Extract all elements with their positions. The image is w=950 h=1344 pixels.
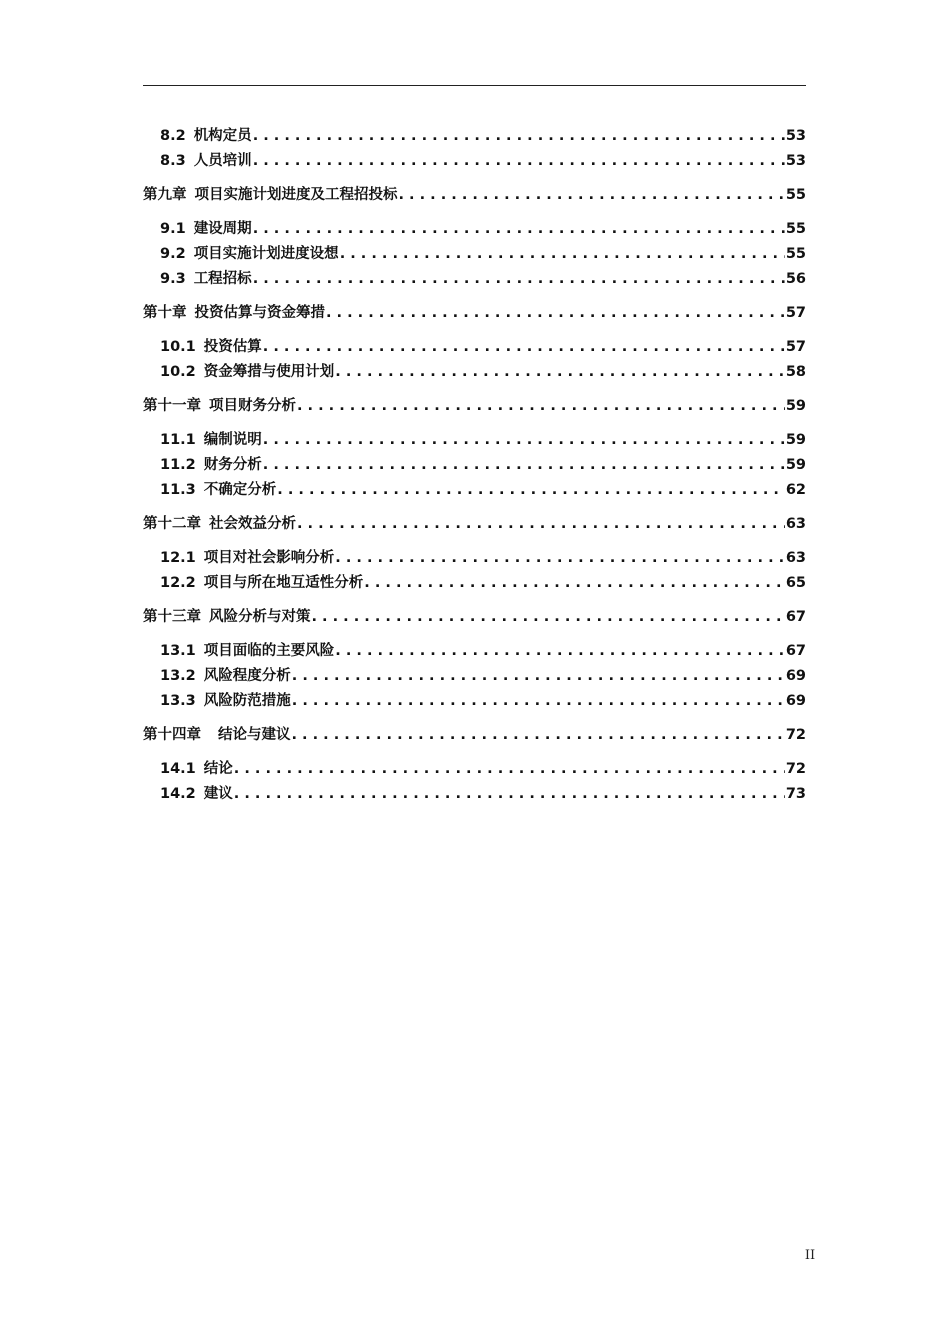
toc-entry-title: 机构定员 <box>193 128 252 144</box>
toc-entry-page: 56 <box>785 271 806 287</box>
toc-entry-page: 67 <box>785 643 806 659</box>
toc-entry-number: 10.2 <box>160 364 196 380</box>
toc-entry-page: 57 <box>785 339 806 355</box>
toc-entry-page: 67 <box>785 609 806 625</box>
toc-entry-number: 10.1 <box>160 339 196 355</box>
toc-entry-title: 财务分析 <box>203 457 262 473</box>
toc-entry-page: 57 <box>785 305 806 321</box>
dot-leader <box>253 124 785 149</box>
dot-leader <box>263 453 785 478</box>
toc-entry-number: 第十三章 <box>143 609 201 625</box>
dot-leader <box>263 335 785 360</box>
toc-entry[interactable] <box>143 149 806 174</box>
toc-chapter-entry[interactable] <box>143 301 806 326</box>
toc-entry-page: 72 <box>785 761 806 777</box>
toc-entry[interactable] <box>143 571 806 596</box>
toc-entry-title: 项目实施计划进度设想 <box>193 246 339 262</box>
toc-entry-title: 风险分析与对策 <box>209 609 311 625</box>
toc-entry-title: 建设周期 <box>193 221 252 237</box>
toc-entry[interactable] <box>143 453 806 478</box>
toc-entry[interactable] <box>143 267 806 292</box>
dot-leader <box>234 782 785 807</box>
toc-entry-number: 14.1 <box>160 761 196 777</box>
toc-entry-page: 53 <box>785 153 806 169</box>
dot-leader <box>340 242 785 267</box>
toc-entry[interactable] <box>143 335 806 360</box>
toc-chapter-entry[interactable] <box>143 723 806 748</box>
toc-entry-title: 建议 <box>203 786 233 802</box>
dot-leader <box>292 689 785 714</box>
dot-leader <box>297 512 785 537</box>
toc-entry[interactable] <box>143 428 806 453</box>
toc-chapter-entry[interactable] <box>143 512 806 537</box>
toc-entry-number: 第十一章 <box>143 398 201 414</box>
toc-entry[interactable] <box>143 546 806 571</box>
toc-entry[interactable] <box>143 664 806 689</box>
toc-entry[interactable] <box>143 360 806 385</box>
toc-entry[interactable] <box>143 639 806 664</box>
toc-entry[interactable] <box>143 242 806 267</box>
dot-leader <box>253 217 785 242</box>
toc-entry-page: 73 <box>785 786 806 802</box>
toc-entry-title: 风险防范措施 <box>203 693 291 709</box>
toc-entry-number: 第九章 <box>143 187 187 203</box>
toc-entry-title: 投资估算 <box>203 339 262 355</box>
toc-entry[interactable] <box>143 124 806 149</box>
dot-leader <box>399 183 785 208</box>
dot-leader <box>253 149 785 174</box>
toc-entry-number: 11.3 <box>160 482 196 498</box>
table-of-contents <box>143 124 806 807</box>
header-rule <box>143 85 806 86</box>
toc-entry-page: 55 <box>785 187 806 203</box>
dot-leader <box>326 301 785 326</box>
toc-entry-number: 第十二章 <box>143 516 201 532</box>
toc-entry-title: 项目实施计划进度及工程招投标 <box>194 187 398 203</box>
dot-leader <box>292 723 785 748</box>
page-number: II <box>804 1248 816 1263</box>
toc-entry-page: 63 <box>785 550 806 566</box>
toc-entry-page: 62 <box>785 482 806 498</box>
toc-entry-page: 72 <box>785 727 806 743</box>
toc-entry-page: 65 <box>785 575 806 591</box>
toc-entry-page: 69 <box>785 668 806 684</box>
toc-entry-number: 13.2 <box>160 668 196 684</box>
toc-entry-page: 58 <box>785 364 806 380</box>
toc-entry-title: 人员培训 <box>193 153 252 169</box>
toc-entry-number: 12.2 <box>160 575 196 591</box>
dot-leader <box>277 478 785 503</box>
toc-entry-page: 55 <box>785 221 806 237</box>
toc-entry[interactable] <box>143 478 806 503</box>
dot-leader <box>312 605 785 630</box>
toc-entry[interactable] <box>143 217 806 242</box>
dot-leader <box>335 360 785 385</box>
toc-chapter-entry[interactable] <box>143 183 806 208</box>
toc-entry-title: 工程招标 <box>193 271 252 287</box>
toc-entry-number: 8.2 <box>160 128 186 144</box>
dot-leader <box>253 267 785 292</box>
toc-entry-page: 63 <box>785 516 806 532</box>
toc-entry-number: 14.2 <box>160 786 196 802</box>
toc-entry-title: 结论与建议 <box>218 727 291 743</box>
toc-entry-title: 项目与所在地互适性分析 <box>203 575 364 591</box>
toc-entry-title: 投资估算与资金筹措 <box>194 305 325 321</box>
toc-entry[interactable] <box>143 689 806 714</box>
toc-entry-number: 12.1 <box>160 550 196 566</box>
toc-entry-title: 社会效益分析 <box>209 516 296 532</box>
toc-entry-number: 11.2 <box>160 457 196 473</box>
dot-leader <box>335 639 785 664</box>
toc-entry[interactable] <box>143 757 806 782</box>
toc-entry-title: 项目对社会影响分析 <box>203 550 335 566</box>
dot-leader <box>263 428 785 453</box>
toc-entry-number: 8.3 <box>160 153 186 169</box>
toc-entry-number: 第十四章 <box>143 727 201 743</box>
toc-entry-title: 项目财务分析 <box>209 398 296 414</box>
toc-entry-title: 资金筹措与使用计划 <box>203 364 335 380</box>
toc-entry-page: 59 <box>785 457 806 473</box>
toc-chapter-entry[interactable] <box>143 394 806 419</box>
dot-leader <box>297 394 785 419</box>
dot-leader <box>234 757 785 782</box>
toc-entry-title: 不确定分析 <box>203 482 277 498</box>
toc-entry-number: 9.3 <box>160 271 186 287</box>
toc-entry-title: 编制说明 <box>203 432 262 448</box>
dot-leader <box>335 546 785 571</box>
dot-leader <box>292 664 785 689</box>
toc-entry-page: 59 <box>785 432 806 448</box>
toc-entry-page: 69 <box>785 693 806 709</box>
toc-entry-page: 53 <box>785 128 806 144</box>
toc-entry-number: 13.1 <box>160 643 196 659</box>
toc-entry-page: 59 <box>785 398 806 414</box>
toc-chapter-entry[interactable] <box>143 605 806 630</box>
toc-entry-number: 13.3 <box>160 693 196 709</box>
toc-entry[interactable] <box>143 782 806 807</box>
toc-entry-title: 风险程度分析 <box>203 668 291 684</box>
toc-entry-number: 9.1 <box>160 221 186 237</box>
toc-entry-number: 第十章 <box>143 305 187 321</box>
toc-entry-number: 11.1 <box>160 432 196 448</box>
toc-entry-title: 结论 <box>203 761 233 777</box>
toc-entry-page: 55 <box>785 246 806 262</box>
dot-leader <box>364 571 785 596</box>
toc-entry-title: 项目面临的主要风险 <box>203 643 335 659</box>
toc-entry-number: 9.2 <box>160 246 186 262</box>
